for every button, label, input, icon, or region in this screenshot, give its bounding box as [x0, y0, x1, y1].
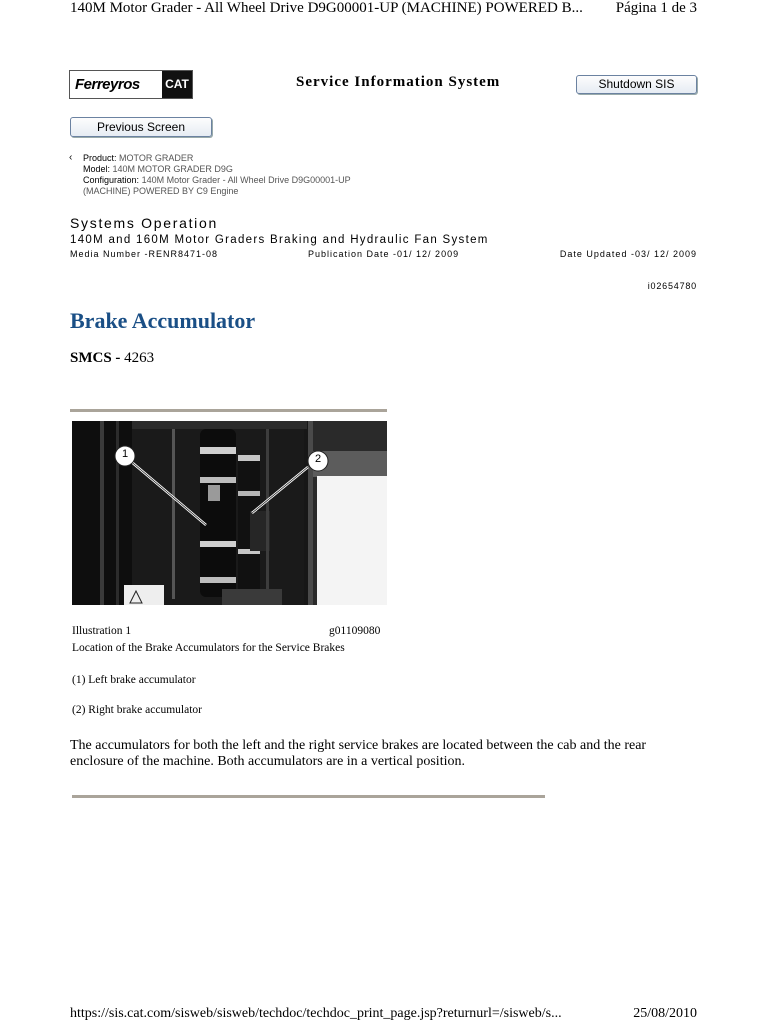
smcs-label: SMCS - [70, 350, 121, 366]
ferreyros-cat-logo [69, 70, 193, 99]
illustration-label: Illustration 1 [72, 625, 132, 637]
document-subtitle: 140M and 160M Motor Graders Braking and Hydraulic Fan System [70, 234, 489, 246]
product-label: Product: [83, 153, 117, 163]
date-updated: Date Updated -03/ 12/ 2009 [559, 249, 697, 259]
app-title: Service Information System [296, 74, 501, 90]
divider-bottom [72, 795, 545, 798]
smcs-code [70, 350, 154, 367]
media-number: Media Number -RENR8471-08 [70, 249, 219, 259]
illustration-caption: Location of the Brake Accumulators for the Service Brakes [72, 642, 345, 654]
print-footer-date: 25/08/2010 [633, 1006, 697, 1021]
configuration-label: Configuration: [83, 175, 140, 185]
logo-text: Ferreyros [75, 76, 140, 93]
illustration-photo [72, 421, 387, 605]
body-paragraph: The accumulators for both the left and the right service brakes are located between the cab and the rear enclosure of the machine. Both accumulators are in a vertical position. [70, 738, 647, 769]
print-header-page: Página 1 de 3 [615, 0, 697, 16]
product-info [83, 153, 351, 197]
illustration-code: g01109080 [329, 625, 381, 637]
smcs-value: 4263 [124, 350, 155, 366]
publication-date: Publication Date -01/ 12/ 2009 [308, 249, 460, 259]
configuration-value-cont: (MACHINE) POWERED BY C9 Engine [83, 186, 239, 196]
callout-2: 2 [314, 453, 322, 465]
previous-screen-button[interactable]: Previous Screen [70, 117, 212, 137]
shutdown-sis-button[interactable]: Shutdown SIS [576, 75, 697, 94]
legend-item-1: (1) Left brake accumulator [72, 674, 196, 686]
callout-1: 1 [121, 448, 129, 460]
model-value: 140M MOTOR GRADER D9G [112, 164, 233, 174]
configuration-value: 140M Motor Grader - All Wheel Drive D9G00001-UP [141, 175, 351, 185]
cat-logo-badge: CAT [162, 71, 192, 98]
collapse-chevron-icon[interactable]: ‹ [69, 152, 73, 163]
section-heading: Systems Operation [70, 215, 218, 231]
divider [70, 409, 387, 412]
print-footer-url: https://sis.cat.com/sisweb/sisweb/techdoc/techdoc_print_page.jsp?returnurl=/sisweb/s... [70, 1006, 562, 1021]
page-title: Brake Accumulator [70, 308, 256, 333]
model-label: Model: [83, 164, 111, 174]
document-id: i02654780 [647, 281, 697, 291]
print-header-title: 140M Motor Grader - All Wheel Drive D9G00001-UP (MACHINE) POWERED B... [70, 0, 583, 16]
product-value: MOTOR GRADER [119, 153, 194, 163]
legend-item-2: (2) Right brake accumulator [72, 704, 202, 716]
